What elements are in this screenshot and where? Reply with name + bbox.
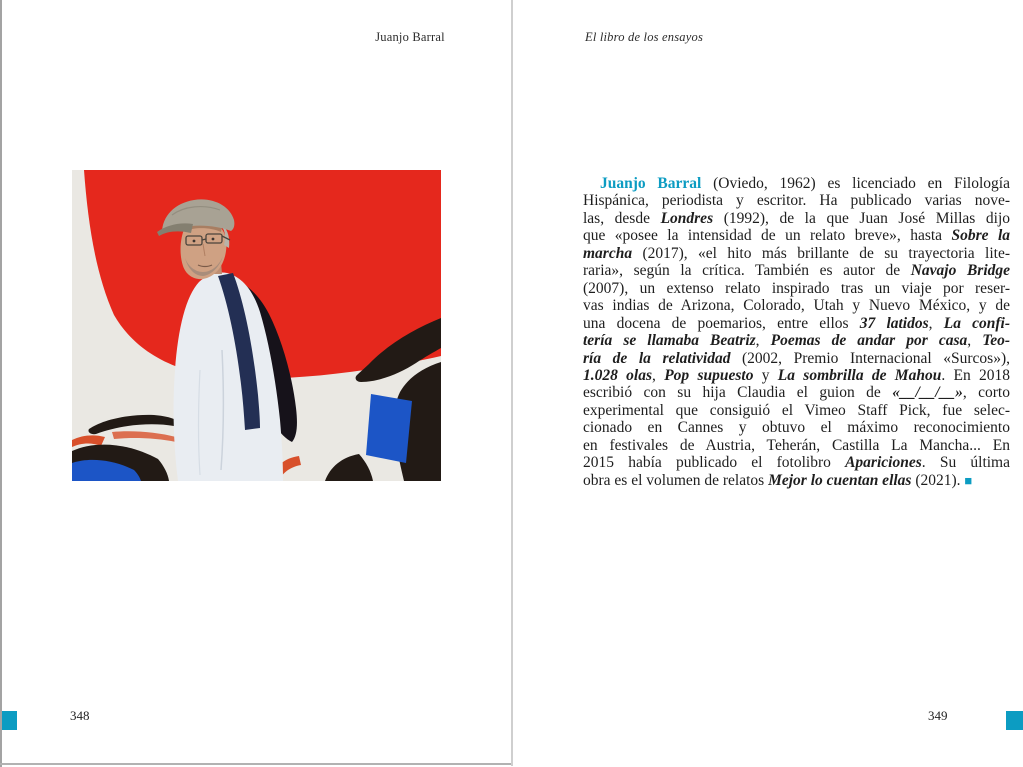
page-number-left: 348 bbox=[70, 708, 90, 723]
text-segment: (1992), de la que Juan José Millas dijo bbox=[713, 209, 1010, 227]
text-segment: Juanjo Barral bbox=[600, 175, 702, 192]
corner-accent-right bbox=[1006, 711, 1023, 730]
paragraph-line bbox=[583, 437, 1010, 454]
text-segment: una docena de poemarios, entre ellos bbox=[583, 314, 860, 332]
paragraph-line bbox=[583, 367, 1010, 384]
text-segment: cionado en Cannes y obtuvo el máximo reconocimiento bbox=[583, 419, 1010, 437]
text-segment: 37 latidos bbox=[859, 314, 929, 332]
text-segment: (2017), «el hito más brillante de su trayectoria lite- bbox=[632, 244, 1010, 262]
paragraph-line bbox=[583, 262, 1010, 279]
text-segment: las, desde bbox=[583, 209, 661, 227]
text-segment: obra es el volumen de relatos bbox=[583, 471, 769, 489]
paragraph-line bbox=[583, 315, 1010, 332]
text-segment: que «posee la intensidad de un relato breve», hasta bbox=[583, 227, 952, 245]
text-segment: (2002, Premio Internacional «Surcos»), bbox=[730, 349, 1010, 367]
text-segment: tería se llamaba Beatriz bbox=[583, 332, 756, 350]
running-header-right: El libro de los ensayos bbox=[585, 30, 704, 44]
text-segment: (2007), un extenso relato inspirado tras un viaje por reser- bbox=[583, 279, 1010, 297]
gutter-divider bbox=[511, 0, 513, 766]
text-segment: escribió con su hija Claudia el guion de bbox=[583, 384, 893, 402]
paragraph-line bbox=[583, 175, 1010, 192]
text-segment: ría de la relatividad bbox=[583, 349, 731, 367]
text-segment: , bbox=[928, 314, 944, 332]
end-square-icon: ■ bbox=[964, 472, 973, 488]
corner-accent-left bbox=[2, 711, 18, 730]
eye-left bbox=[193, 240, 196, 243]
text-segment: raria», según la crítica. También es autor de bbox=[583, 262, 911, 280]
text-segment: Mejor lo cuentan ellas bbox=[768, 471, 912, 489]
text-segment: Londres bbox=[660, 209, 714, 227]
bottom-edge-line bbox=[0, 763, 511, 765]
text-segment: . En 2018 bbox=[941, 366, 1011, 384]
paragraph-line bbox=[583, 332, 1010, 349]
paragraph-line bbox=[583, 192, 1010, 209]
paragraph-line bbox=[583, 350, 1010, 367]
mural-blue-rect bbox=[366, 394, 412, 463]
text-segment: y bbox=[753, 366, 778, 384]
paragraph-line bbox=[583, 454, 1010, 471]
text-segment: 2015 había publicado el fotolibro bbox=[583, 454, 846, 472]
text-segment: Hispánica, periodista y escritor. Ha publicado varias nove- bbox=[583, 192, 1010, 210]
text-segment: . Su última bbox=[921, 454, 1010, 472]
text-segment: , corto bbox=[962, 384, 1010, 402]
text-segment: Poemas de andar por casa bbox=[770, 332, 968, 350]
text-segment: , bbox=[967, 332, 983, 350]
paragraph-line bbox=[583, 419, 1010, 436]
text-segment: «__/__/__» bbox=[892, 384, 963, 402]
text-segment: vas indias de Arizona, Colorado, Utah y Nuevo México, y de bbox=[583, 297, 1010, 315]
text-segment: Pop supuesto bbox=[664, 366, 754, 384]
page-edge-line bbox=[0, 0, 2, 767]
paragraph-line bbox=[583, 245, 1010, 262]
paragraph-line bbox=[583, 384, 1010, 401]
text-segment: marcha bbox=[583, 244, 633, 262]
text-segment: , bbox=[652, 366, 665, 384]
page-number-right: 349 bbox=[928, 708, 948, 723]
paragraph-line bbox=[583, 280, 1010, 297]
paragraph-line bbox=[583, 297, 1010, 314]
author-photo bbox=[72, 170, 441, 481]
paragraph-line bbox=[583, 227, 1010, 244]
text-segment: Navajo Bridge bbox=[910, 262, 1011, 280]
text-segment: 1.028 olas bbox=[583, 366, 653, 384]
text-segment: La sombrilla de Mahou bbox=[777, 366, 942, 384]
text-segment: Apariciones bbox=[845, 454, 922, 472]
bio-paragraph bbox=[583, 175, 1010, 489]
text-segment: experimental que consiguió el Vimeo Staff Pick, fue selec- bbox=[583, 401, 1010, 419]
text-segment: Sobre la bbox=[951, 227, 1011, 245]
paragraph-line bbox=[583, 402, 1010, 419]
running-header-left: Juanjo Barral bbox=[375, 30, 445, 44]
text-segment: (2021). bbox=[911, 471, 965, 489]
paragraph-line bbox=[583, 472, 1010, 489]
eye-right bbox=[212, 238, 215, 241]
text-segment: en festivales de Austria, Teherán, Castilla La Mancha... En bbox=[583, 436, 1010, 454]
text-segment: Teo- bbox=[982, 332, 1011, 350]
paragraph-line bbox=[583, 210, 1010, 227]
author-photo-illustration bbox=[72, 170, 441, 481]
text-segment: , bbox=[755, 332, 771, 350]
text-segment: (Oviedo, 1962) es licenciado en Filología bbox=[701, 175, 1010, 192]
text-segment: La confi- bbox=[943, 314, 1011, 332]
